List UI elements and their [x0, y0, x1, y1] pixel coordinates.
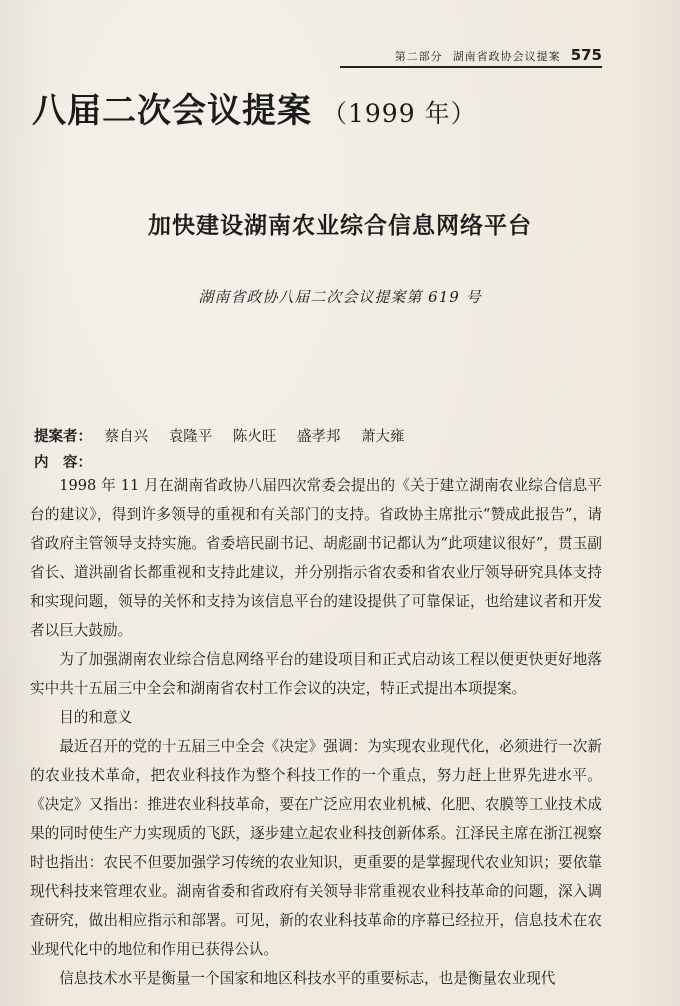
proposer: 蔡自兴: [104, 429, 149, 445]
content-line: [34, 451, 654, 472]
header-rule: [340, 66, 602, 68]
paragraph: 为了加强湖南农业综合信息网络平台的建设项目和正式启动该工程以便更快更好地落实中共十五届三中全会和湖南省农村工作会议的决定，特正式提出本项提案。: [30, 651, 602, 697]
section-heading-year: （1999 年）: [322, 99, 477, 128]
proposer: 陈火旺: [232, 429, 277, 445]
section-heading: [32, 83, 477, 132]
proposer: 盛孝邦: [296, 429, 341, 445]
paragraph: 信息技术水平是衡量一个国家和地区科技水平的重要标志，也是衡量农业现代: [59, 970, 556, 987]
subheading: 目的和意义: [59, 709, 133, 726]
proposers-line: [34, 425, 654, 446]
proposer: 萧大雍: [361, 429, 405, 445]
header-part: 第二部分: [394, 50, 443, 63]
article-body: [30, 471, 602, 993]
header-section: 湖南省政协会议提案: [452, 50, 561, 63]
proposer: 袁隆平: [168, 429, 213, 445]
paragraph: 最近召开的党的十五届三中全会《决定》强调：为实现农业现代化，必须进行一次新的农业技术革命，把农业科技作为整个科技工作的一个重点，努力赶上世界先进水平。《决定》又指出：推进农业科技革命，要在广泛应用农业机械、化肥、农膜等工业技术成果的同时使生产力实现质的飞跃，逐步建立起农业科技创新体系。江泽民主席在浙江视察时也指出：农民不但要加强学习传统的农业知识，更重要的是掌握现代农业知识；要依靠现代科技来管理农业。湖南省委和省政府有关领导非常重视农业科技革命的问题，深入调查研究，做出相应指示和部署。可见，新的农业科技革命的序幕已经拉开，信息技术在农业现代化中的地位和作用已获得公认。: [30, 738, 602, 958]
proposal-number: 湖南省政协八届二次会议提案第 619 号: [198, 288, 482, 306]
section-heading-title: 八届二次会议提案: [32, 91, 312, 131]
running-header: [395, 46, 602, 64]
proposers-label: 提案者：: [34, 429, 92, 445]
page-number: 575: [570, 46, 602, 64]
paragraph: 1998 年 11 月在湖南省政协八届四次常委会提出的《关于建立湖南农业综合信息平台的建议》，得到许多领导的重视和有关部门的支持。省政协主席批示“赞成此报告”，请省政府主管领导支持实施。省委培民副书记、胡彪副书记都认为“此项建议很好”，贯玉副省长、道洪副省长都重视和支持此建议，并分别指示省农委和省农业厅领导研究具体支持和实现问题，领导的关怀和支持为该信息平台的建设提供了可靠保证，也给建议者和开发者以巨大鼓励。: [30, 477, 602, 639]
content-label: 内 容：: [34, 455, 92, 471]
article-title: 加快建设湖南农业综合信息网络平台: [148, 212, 532, 239]
